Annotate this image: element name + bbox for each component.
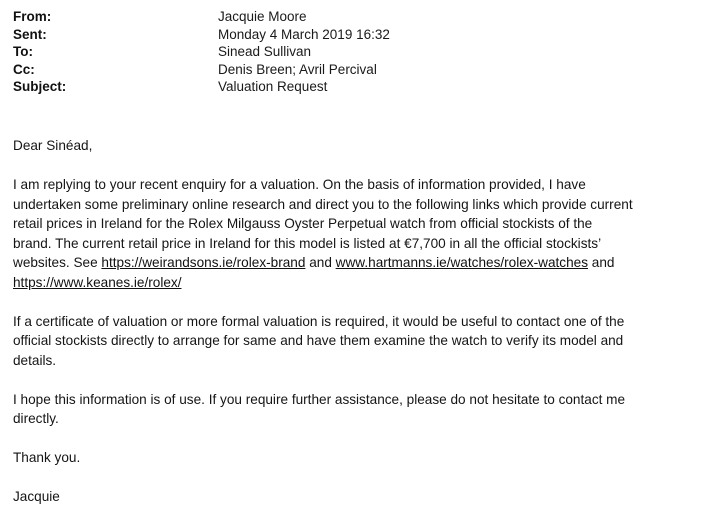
cc-row bbox=[13, 61, 390, 79]
cc-value: Denis Breen; Avril Percival bbox=[218, 61, 377, 77]
to-row bbox=[13, 43, 390, 61]
signature: Jacquie bbox=[13, 489, 60, 504]
links-prefix: websites. See bbox=[13, 255, 102, 270]
greeting: Dear Sinéad, bbox=[13, 138, 93, 153]
paragraph-line: directly. bbox=[13, 411, 59, 426]
subject-value: Valuation Request bbox=[218, 79, 328, 94]
paragraph-line-links bbox=[13, 253, 718, 273]
hartmanns-link[interactable]: www.hartmanns.ie/watches/rolex-watches bbox=[335, 255, 588, 270]
sent-label: Sent: bbox=[13, 26, 47, 42]
subject-row bbox=[13, 78, 390, 96]
paragraph-line-link3 bbox=[13, 273, 718, 293]
sent-value: Monday 4 March 2019 16:32 bbox=[218, 26, 390, 42]
paragraph-line: details. bbox=[13, 352, 57, 368]
to-label: To: bbox=[13, 44, 33, 59]
to-value: Sinead Sullivan bbox=[218, 44, 312, 59]
paragraph-line: retail prices in Ireland for the Rolex Milgauss Oyster Perpetual watch from official stockists of the bbox=[13, 216, 593, 231]
paragraph-line: If a certificate of valuation or more formal valuation is required, it would be useful to contact one of the bbox=[13, 313, 625, 329]
paragraph-line: I hope this information is of use. If you require further assistance, please do not hesitate to contact me bbox=[13, 391, 626, 407]
links-and-end: and bbox=[588, 255, 615, 270]
email-header bbox=[13, 8, 390, 96]
sent-row bbox=[13, 26, 390, 44]
paragraph-research bbox=[13, 175, 718, 292]
thanks-line: Thank you. bbox=[13, 450, 81, 465]
paragraph-line: brand. The current retail price in Ireland for this model is listed at €7,700 in all the official stockists’ bbox=[13, 235, 602, 251]
paragraph-certificate bbox=[13, 312, 718, 371]
from-row bbox=[13, 8, 390, 26]
paragraph-line: I am replying to your recent enquiry for a valuation. On the basis of information provided, I have bbox=[13, 177, 586, 192]
keanes-link[interactable]: https://www.keanes.ie/rolex/ bbox=[13, 274, 182, 290]
from-label: From: bbox=[13, 9, 52, 24]
subject-label: Subject: bbox=[13, 79, 67, 94]
cc-label: Cc: bbox=[13, 61, 35, 77]
from-value: Jacquie Moore bbox=[218, 9, 307, 24]
email-body bbox=[13, 136, 718, 507]
links-and: and bbox=[305, 255, 336, 270]
paragraph-line: undertaken some preliminary online research and direct you to the following links which provide current bbox=[13, 196, 633, 212]
paragraph-hope bbox=[13, 390, 718, 429]
weirandsons-link[interactable]: https://weirandsons.ie/rolex-brand bbox=[101, 255, 306, 270]
paragraph-line: official stockists directly to arrange for same and have them examine the watch to verify its model and bbox=[13, 333, 624, 348]
